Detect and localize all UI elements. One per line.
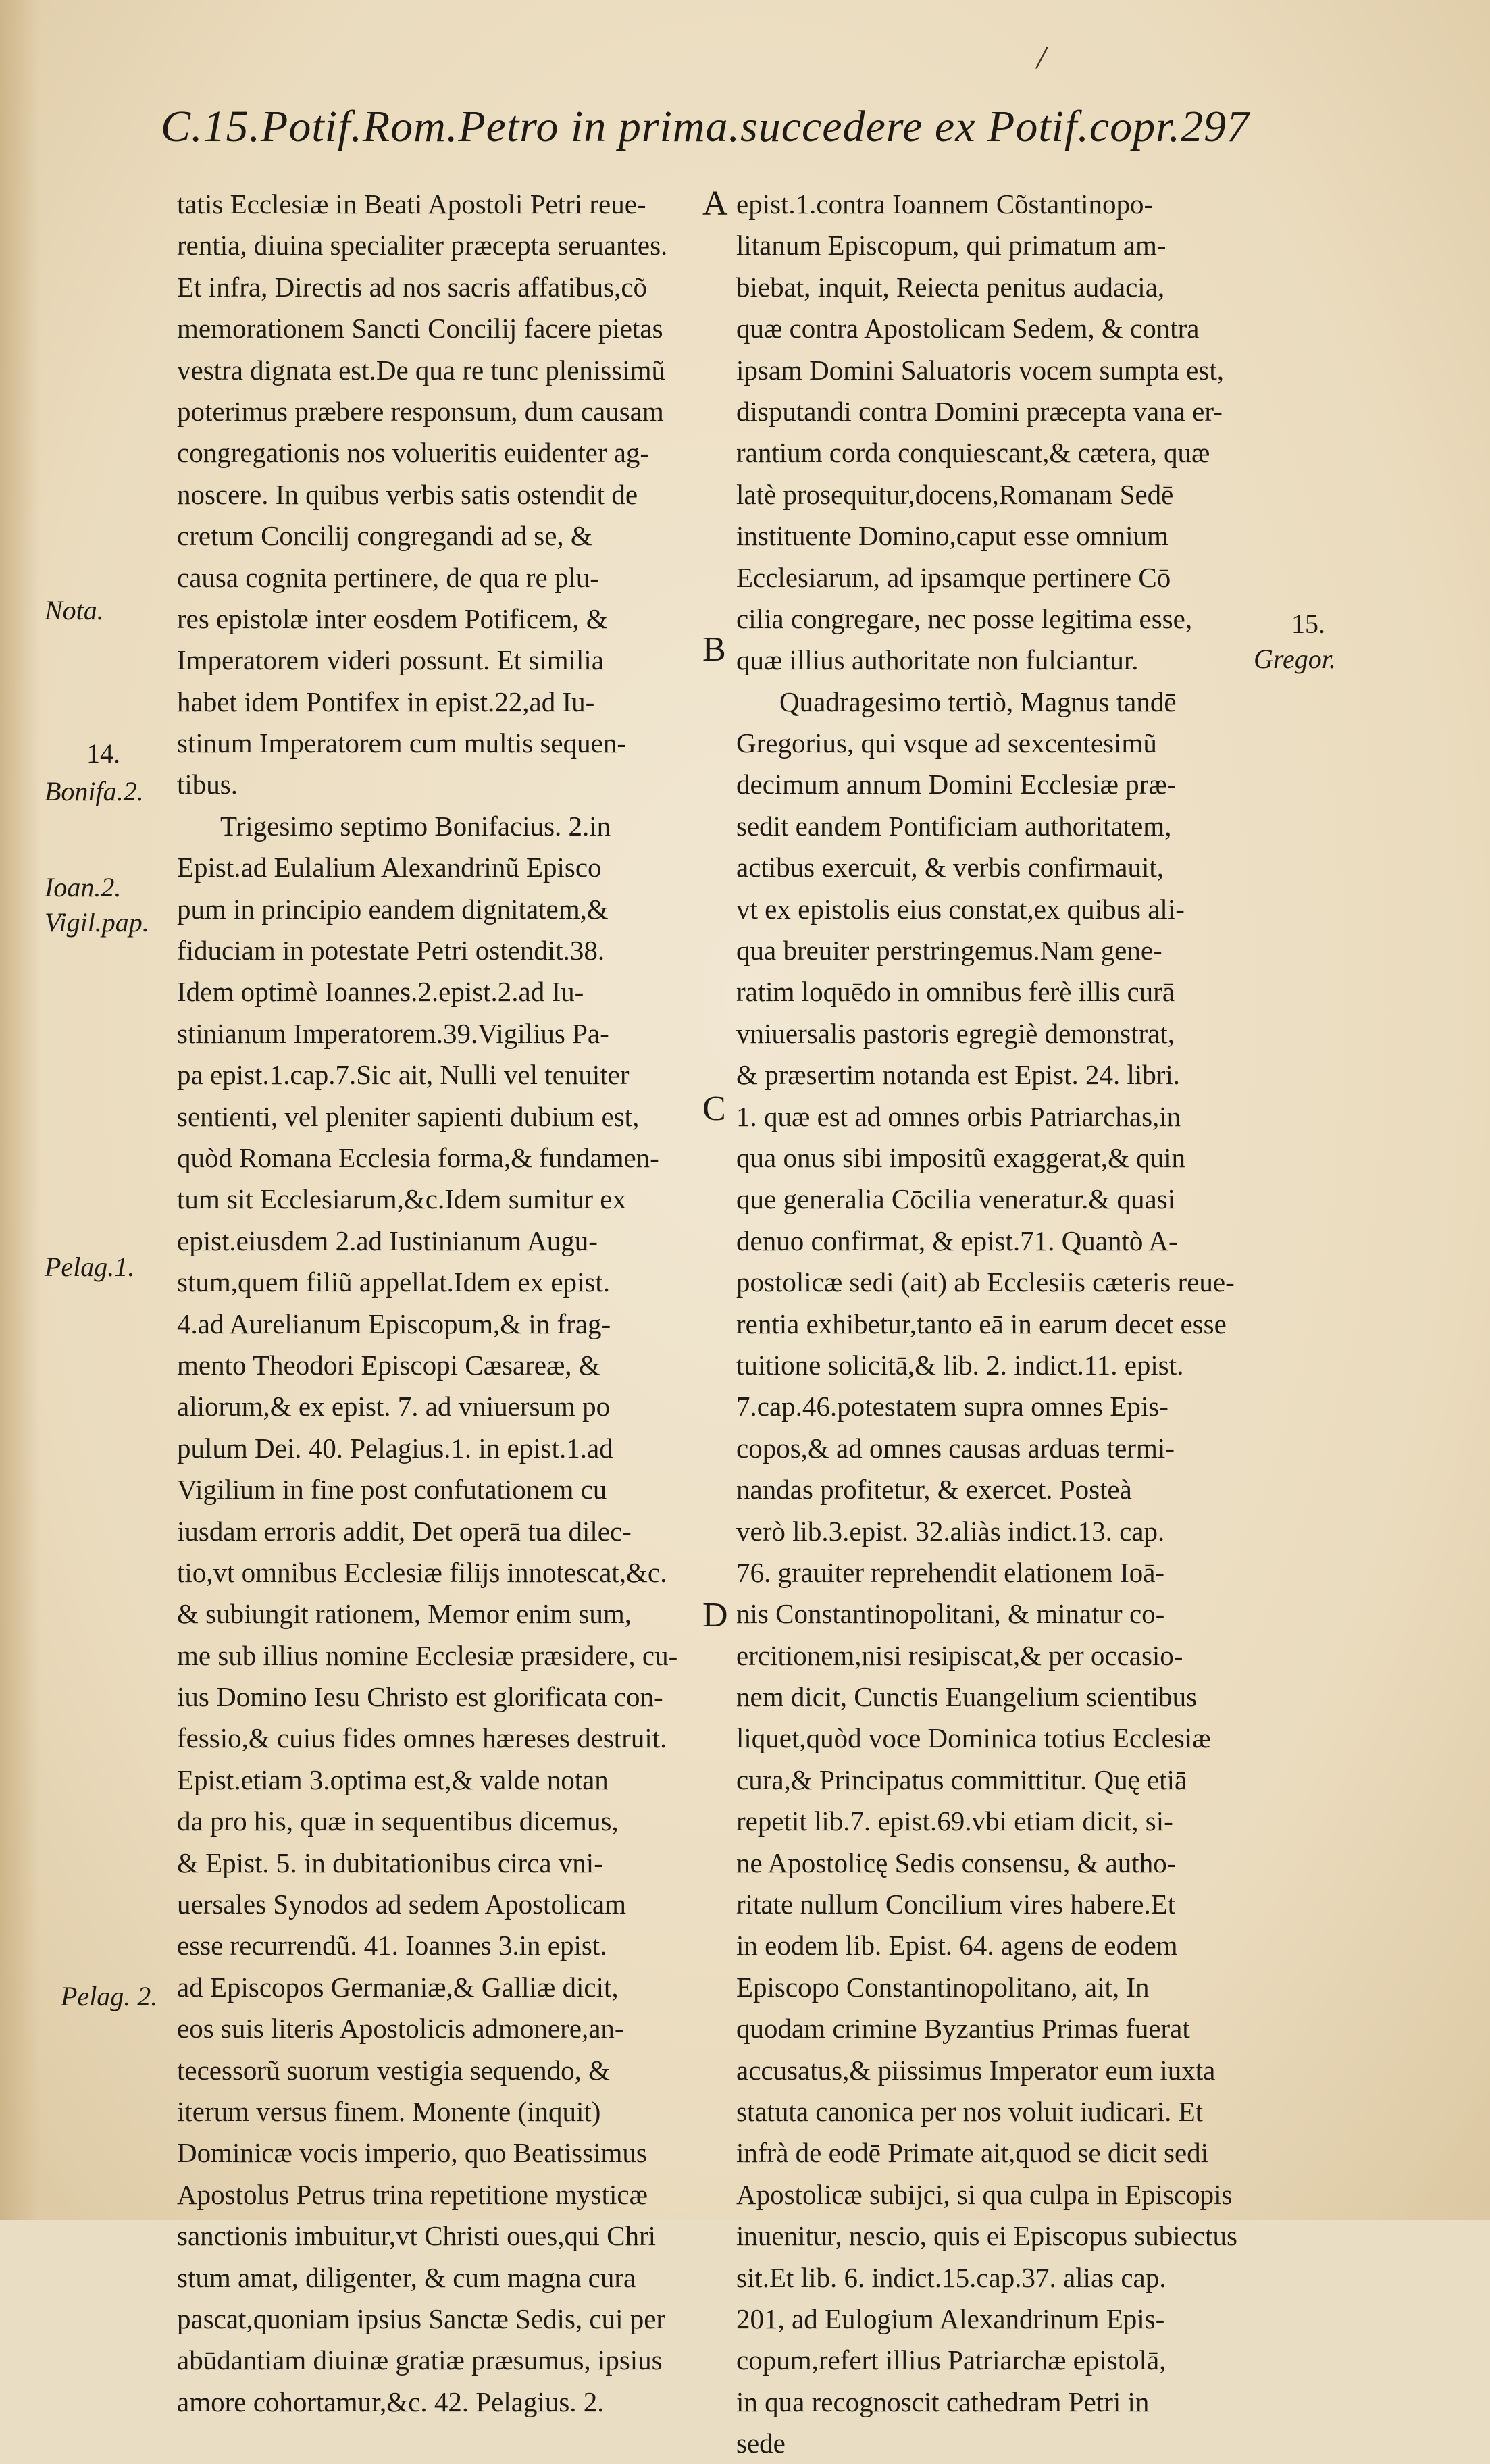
text-line: ad Episcopos Germaniæ,& Galliæ dicit, [177, 1971, 619, 2003]
text-line: liquet,quòd voce Dominica totius Ecclesiæ [736, 1722, 1211, 1754]
text-line: epist.eiusdem 2.ad Iustinianum Augu- [177, 1225, 598, 1256]
margin-note-ioannes: Ioan.2. [45, 872, 122, 902]
text-line: poterimus præbere responsum, dum causam [177, 395, 664, 427]
text-line: Quadragesimo tertiò, Magnus tandē [779, 686, 1177, 717]
text-line: ratim loquēdo in omnibus ferè illis curā [736, 976, 1175, 1008]
text-line: iusdam erroris addit, Det operā tua dilec- [177, 1515, 632, 1547]
text-line: uersales Synodos ad sedem Apostolicam [177, 1889, 627, 1920]
text-line: copum,refert illius Patriarchæ epistolā, [736, 2344, 1166, 2376]
margin-note-vigilius: Vigil.pap. [45, 907, 149, 938]
text-line: que generalia Cōcilia veneratur.& quasi [736, 1183, 1176, 1215]
text-line: disputandi contra Domini præcepta vana er- [736, 395, 1223, 427]
margin-note-gregorius: Gregor. [1254, 644, 1336, 674]
text-line: stinianum Imperatorem.39.Vigilius Pa- [177, 1017, 609, 1049]
text-line: congregationis nos volueritis euidenter ag- [177, 437, 650, 469]
margin-note-bonifacius: Bonifa.2. [45, 776, 144, 806]
text-line: vestra dignata est.De qua re tunc plenissimũ [177, 354, 665, 386]
text-line: aliorum,& ex epist. 7. ad vniuersum po [177, 1391, 611, 1422]
text-line: Et infra, Directis ad nos sacris affatibus,cõ [177, 271, 648, 303]
text-line: & Epist. 5. in dubitationibus circa vni- [177, 1847, 603, 1878]
text-line: Apostolus Petrus trina repetitione mysticæ [177, 2178, 648, 2210]
text-line: nandas profitetur, & exercet. Posteà [736, 1474, 1132, 1506]
text-line: me sub illius nomine Ecclesiæ præsidere, cu- [177, 1639, 678, 1671]
text-line: quodam crimine Byzantius Primas fuerat [736, 2013, 1190, 2045]
text-line: sede [736, 2428, 786, 2459]
text-line: cilia congregare, nec posse legitima esse, [736, 602, 1193, 634]
text-line: Gregorius, qui vsque ad sexcentesimũ [736, 727, 1157, 759]
text-line: ipsam Domini Saluatoris vocem sumpta est, [736, 354, 1224, 386]
text-line: causa cognita pertinere, de qua re plu- [177, 561, 599, 593]
running-head: C.15.Potif.Rom.Petro in prima.succedere ex Potif.copr.297 [161, 102, 1250, 151]
text-line: in qua recognoscit cathedram Petri in [736, 2386, 1150, 2417]
text-line: epist.1.contra Ioannem Cõstantinopo- [736, 188, 1154, 220]
text-line: 4.ad Aurelianum Episcopum,& in frag- [177, 1308, 611, 1339]
margin-note-pelagius-2: Pelag. 2. [61, 1981, 158, 2011]
text-line: Episcopo Constantinopolitano, ait, In [736, 1971, 1150, 2003]
margin-note-pelagius-1: Pelag.1. [45, 1252, 135, 1282]
text-line: memorationem Sancti Concilij facere pietas [177, 313, 663, 344]
text-line: iterum versus finem. Monente (inquit) [177, 2095, 601, 2127]
section-letter-c: C [702, 1089, 726, 1128]
text-line: Epist.ad Eulalium Alexandrinũ Episco [177, 852, 602, 883]
text-line: abūdantiam diuinæ gratiæ præsumus, ipsius [177, 2344, 663, 2376]
text-line: Ecclesiarum, ad ipsamque pertinere Cō [736, 561, 1171, 593]
text-line: copos,& ad omnes causas arduas termi- [736, 1432, 1175, 1464]
text-line: accusatus,& piissimus Imperator eum iuxta [736, 2054, 1216, 2086]
text-line: eos suis literis Apostolicis admonere,an- [177, 2013, 624, 2045]
text-line: ritate nullum Concilium vires habere.Et [736, 1889, 1176, 1920]
margin-note-nota: Nota. [45, 595, 104, 625]
text-line: tuitione solicitā,& lib. 2. indict.11. epist. [736, 1349, 1184, 1381]
text-line: quæ contra Apostolicam Sedem, & contra [736, 313, 1200, 344]
text-line: repetit lib.7. epist.69.vbi etiam dicit, si- [736, 1805, 1173, 1837]
text-line: quæ illius authoritate non fulciantur. [736, 644, 1139, 676]
right-column [736, 184, 1250, 2464]
section-letter-a: A [702, 184, 728, 223]
left-column [177, 184, 690, 2423]
text-line: tum sit Ecclesiarum,&c.Idem sumitur ex [177, 1183, 626, 1215]
text-line: Epist.etiam 3.optima est,& valde notan [177, 1764, 609, 1795]
text-line: denuo confirmat, & epist.71. Quantò A- [736, 1225, 1178, 1256]
text-line: qua breuiter perstringemus.Nam gene- [736, 935, 1162, 967]
text-line: pum in principio eandem dignitatem,& [177, 893, 609, 925]
text-line: rentia, diuina specialiter præcepta seruantes. [177, 230, 668, 261]
text-line: ne Apostolicę Sedis consensu, & autho- [736, 1847, 1177, 1878]
text-line: rentia exhibetur,tanto eā in earum decet esse [736, 1308, 1227, 1339]
text-line: sentienti, vel pleniter sapienti dubium est, [177, 1100, 640, 1132]
text-line: nem dicit, Cunctis Euangelium scientibus [736, 1681, 1198, 1713]
text-line: actibus exercuit, & verbis confirmauit, [736, 852, 1164, 883]
text-line: 76. grauiter reprehendit elationem Ioā- [736, 1556, 1165, 1588]
text-line: statuta canonica per nos voluit iudicari. Et [736, 2095, 1204, 2127]
text-line: pa epist.1.cap.7.Sic ait, Nulli vel tenuiter [177, 1059, 630, 1091]
text-line: in eodem lib. Epist. 64. agens de eodem [736, 1930, 1178, 1961]
text-line: cretum Concilij congregandi ad se, & [177, 520, 592, 552]
text-line: stum amat, diligenter, & cum magna cura [177, 2261, 636, 2293]
text-line: litanum Episcopum, qui primatum am- [736, 230, 1166, 261]
text-line: tatis Ecclesiæ in Beati Apostoli Petri reue- [177, 188, 646, 220]
text-line: mento Theodori Episcopi Cæsareæ, & [177, 1349, 600, 1381]
text-line: rantium corda conquiescant,& cætera, quæ [736, 437, 1210, 469]
text-line: vniuersalis pastoris egregiè demonstrat, [736, 1017, 1175, 1049]
text-line: fiduciam in potestate Petri ostendit.38. [177, 935, 605, 967]
text-line: amore cohortamur,&c. 42. Pelagius. 2. [177, 2386, 605, 2417]
text-line: 201, ad Eulogium Alexandrinum Epis- [736, 2303, 1165, 2334]
text-line: Dominicæ vocis imperio, quo Beatissimus [177, 2137, 647, 2169]
text-line: verò lib.3.epist. 32.aliàs indict.13. cap. [736, 1515, 1165, 1547]
text-line: postolicæ sedi (ait) ab Ecclesiis cæteris reue- [736, 1266, 1235, 1298]
binding-shadow [0, 0, 41, 2220]
page-mark: / [1037, 40, 1046, 76]
text-line: sit.Et lib. 6. indict.15.cap.37. alias cap. [736, 2261, 1166, 2293]
text-line: pulum Dei. 40. Pelagius.1. in epist.1.ad [177, 1432, 613, 1464]
text-line: quòd Romana Ecclesia forma,& fundamen- [177, 1141, 659, 1173]
text-line: sanctionis imbuitur,vt Christi oues,qui Chri [177, 2220, 657, 2252]
text-line: Idem optimè Ioannes.2.epist.2.ad Iu- [177, 976, 584, 1008]
text-line: 1. quæ est ad omnes orbis Patriarchas,in [736, 1100, 1181, 1132]
text-line: instituente Domino,caput esse omnium [736, 520, 1168, 552]
text-line: noscere. In quibus verbis satis ostendit de [177, 478, 638, 510]
text-line: tio,vt omnibus Ecclesiæ filijs innotescat,&c. [177, 1556, 667, 1588]
text-line: nis Constantinopolitani, & minatur co- [736, 1598, 1165, 1630]
text-line: tibus. [177, 769, 238, 800]
margin-note-15: 15. [1291, 609, 1325, 639]
text-line: ercitionem,nisi resipiscat,& per occasio- [736, 1639, 1183, 1671]
text-line: Apostolicæ subijci, si qua culpa in Episcopis [736, 2178, 1233, 2210]
text-line: cura,& Principatus committitur. Quę etiā [736, 1764, 1187, 1795]
text-line: sedit eandem Pontificiam authoritatem, [736, 810, 1172, 842]
section-letter-d: D [702, 1596, 728, 1635]
text-line: latè prosequitur,docens,Romanam Sedē [736, 478, 1174, 510]
text-line: fessio,& cuius fides omnes hæreses destruit. [177, 1722, 667, 1754]
section-letter-b: B [702, 630, 726, 669]
margin-note-14: 14. [86, 738, 120, 769]
text-line: & subiungit rationem, Memor enim sum, [177, 1598, 632, 1630]
text-line: pascat,quoniam ipsius Sanctæ Sedis, cui per [177, 2303, 666, 2334]
text-line: Trigesimo septimo Bonifacius. 2.in [220, 810, 611, 842]
text-line: inuenitur, nescio, quis ei Episcopus subiectus [736, 2220, 1237, 2252]
text-line: stinum Imperatorem cum multis sequen- [177, 727, 626, 759]
text-line: esse recurrendũ. 41. Ioannes 3.in epist. [177, 1930, 607, 1961]
text-line: ius Domino Iesu Christo est glorificata con- [177, 1681, 663, 1713]
text-line: stum,quem filiũ appellat.Idem ex epist. [177, 1266, 611, 1298]
text-line: 7.cap.46.potestatem supra omnes Epis- [736, 1391, 1168, 1422]
text-line: & præsertim notanda est Epist. 24. libri. [736, 1059, 1181, 1091]
text-line: infrà de eodē Primate ait,quod se dicit sedi [736, 2137, 1209, 2169]
text-line: Vigilium in fine post confutationem cu [177, 1474, 607, 1506]
text-line: vt ex epistolis eius constat,ex quibus ali- [736, 893, 1185, 925]
text-line: habet idem Pontifex in epist.22,ad Iu- [177, 686, 595, 717]
text-line: tecessorũ suorum vestigia sequendo, & [177, 2054, 611, 2086]
text-line: qua onus sibi impositũ exaggerat,& quin [736, 1141, 1186, 1173]
text-line: Imperatorem videri possunt. Et similia [177, 644, 604, 676]
text-line: res epistolæ inter eosdem Potificem, & [177, 602, 608, 634]
text-line: decimum annum Domini Ecclesiæ præ- [736, 769, 1177, 800]
text-line: biebat, inquit, Reiecta penitus audacia, [736, 271, 1165, 303]
text-line: da pro his, quæ in sequentibus dicemus, [177, 1805, 619, 1837]
